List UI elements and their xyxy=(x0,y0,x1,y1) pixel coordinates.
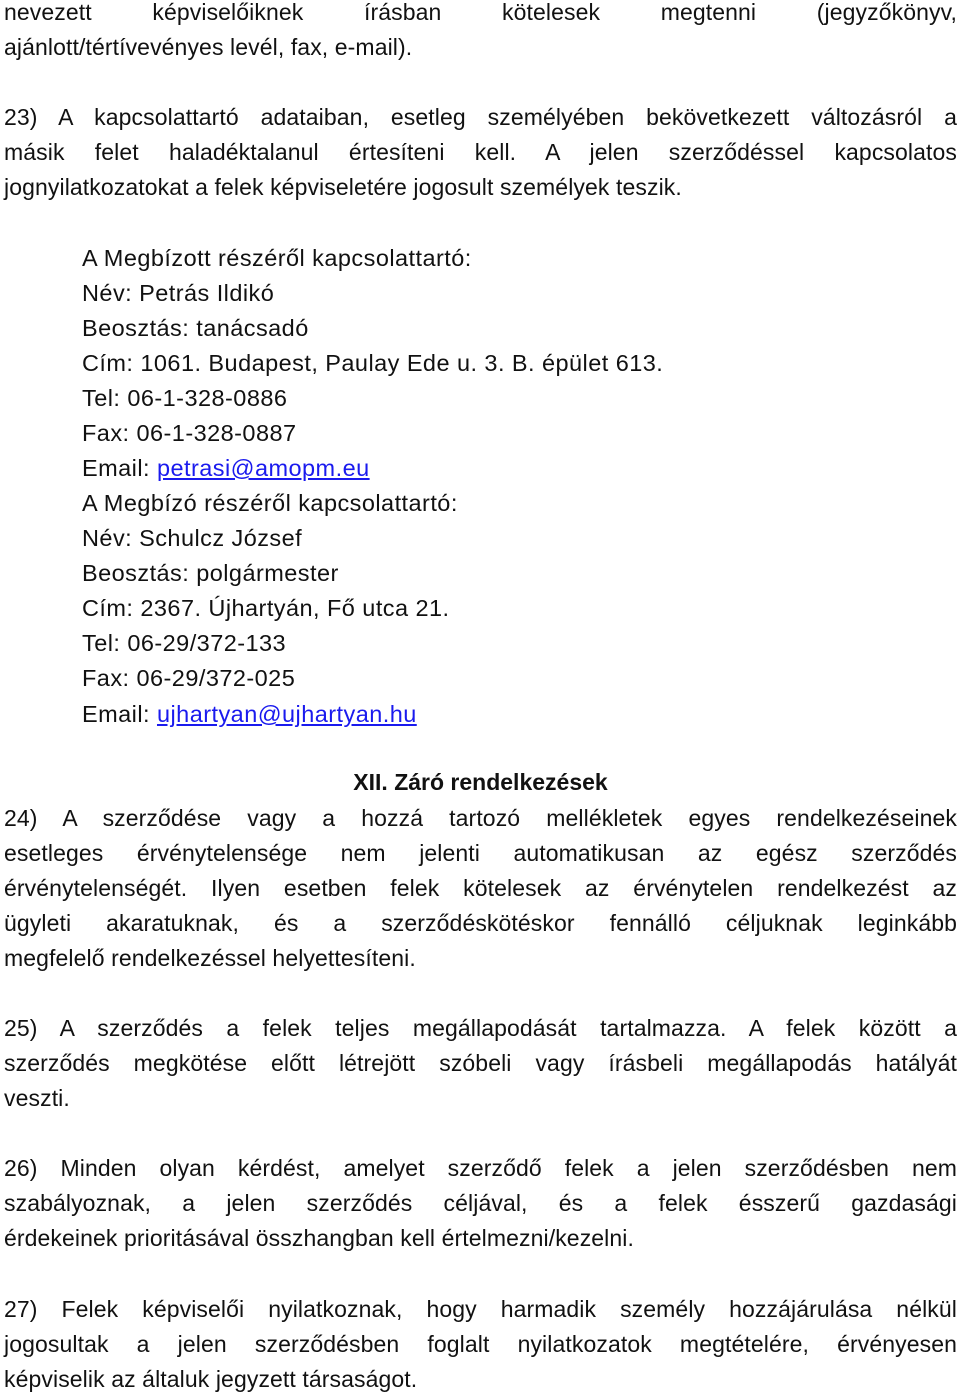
paragraph-line: másik felet haladéktalanul értesíteni kell. A jelen szerződéssel kapcsolatos xyxy=(4,139,957,165)
contact-address: Cím: 2367. Újhartyán, Fő utca 21. xyxy=(82,595,450,621)
paragraph-line: 24) A szerződése vagy a hozzá tartozó mellékletek egyes rendelkezéseinek xyxy=(4,805,957,831)
paragraph-line: 27) Felek képviselői nyilatkoznak, hogy harmadik személy hozzájárulása nélkül xyxy=(4,1296,957,1322)
paragraph-line: érvénytelenségét. Ilyen esetben felek kötelesek az érvénytelen rendelkezést az xyxy=(4,875,957,901)
contact-tel: Tel: 06-29/372-133 xyxy=(82,630,287,656)
contact-email-link[interactable]: ujhartyan@ujhartyan.hu xyxy=(156,701,417,727)
paragraph-line: jogosultak a jelen szerződésben foglalt nyilatkozatok megtételére, érvényesen xyxy=(4,1331,957,1357)
contact-email-label: Email: xyxy=(82,455,157,481)
contact-email-label: Email: xyxy=(82,701,157,727)
paragraph-line: 23) A kapcsolattartó adataiban, esetleg személyében bekövetkezett változásról a xyxy=(4,104,957,130)
contact-fax: Fax: 06-29/372-025 xyxy=(82,665,296,691)
paragraph-line: nevezett képviselőiknek írásban kötelesek megtenni (jegyzőkönyv, xyxy=(4,0,957,25)
contact-email-row xyxy=(82,451,370,486)
paragraph-line: 26) Minden olyan kérdést, amelyet szerződő felek a jelen szerződésben nem xyxy=(4,1155,957,1181)
paragraph-line: szerződés megkötése előtt létrejött szóbeli vagy írásbeli megállapodás hatályát xyxy=(4,1050,957,1076)
contact-email-link[interactable]: petrasi@amopm.eu xyxy=(156,455,370,481)
paragraph-line: veszti. xyxy=(4,1085,70,1111)
contact-address: Cím: 1061. Budapest, Paulay Ede u. 3. B. épület 613. xyxy=(82,350,664,376)
paragraph-line: szabályoznak, a jelen szerződés céljával, és a felek ésszerű gazdasági xyxy=(4,1190,957,1216)
contact-fax: Fax: 06-1-328-0887 xyxy=(82,420,297,446)
paragraph-line: 25) A szerződés a felek teljes megállapodását tartalmazza. A felek között a xyxy=(4,1015,957,1041)
section-heading: XII. Záró rendelkezések xyxy=(353,769,608,795)
contact-position: Beosztás: tanácsadó xyxy=(82,315,309,341)
paragraph-line: érdekeinek prioritásával összhangban kell értelmezni/kezelni. xyxy=(4,1225,634,1251)
contact-name: Név: Petrás Ildikó xyxy=(82,280,275,306)
contact-tel: Tel: 06-1-328-0886 xyxy=(82,385,288,411)
contact-position: Beosztás: polgármester xyxy=(82,560,339,586)
paragraph-line: esetleges érvénytelensége nem jelenti automatikusan az egész szerződés xyxy=(4,840,957,866)
contact-name: Név: Schulcz József xyxy=(82,525,303,551)
paragraph-line: képviselik az általuk jegyzett társaságot. xyxy=(4,1366,418,1392)
contact-title: A Megbízó részéről kapcsolattartó: xyxy=(82,490,458,516)
paragraph-line: jognyilatkozatokat a felek képviseletére jogosult személyek teszik. xyxy=(4,174,682,200)
contact-title: A Megbízott részéről kapcsolattartó: xyxy=(82,245,472,271)
paragraph-line: ügyleti akaratuknak, és a szerződéskötéskor fennálló céljuknak leginkább xyxy=(4,910,957,936)
paragraph-line: megfelelő rendelkezéssel helyettesíteni. xyxy=(4,945,416,971)
paragraph-line: ajánlott/tértívevényes levél, fax, e-mail). xyxy=(4,34,413,60)
contact-email-row xyxy=(82,697,417,732)
